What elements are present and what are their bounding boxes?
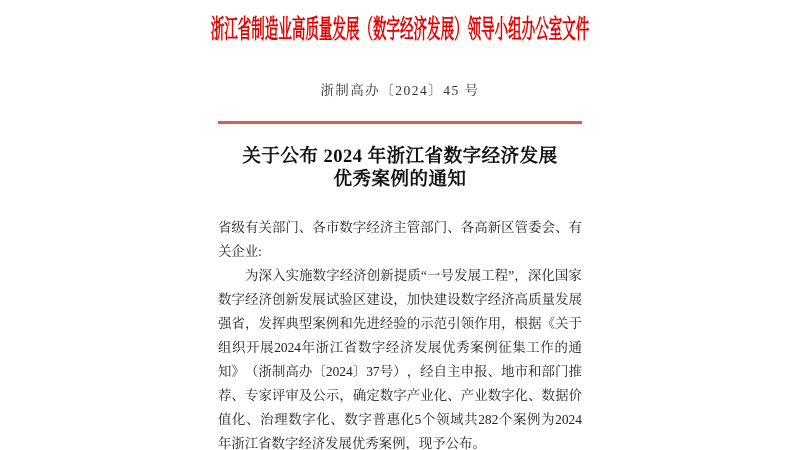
body-line: 值 化 、 治 理 数 字 化 、 数 字 普 惠 化 5 个 领 域 共 282 个 案 例 为 2024 (218, 411, 582, 427)
document-title (0, 146, 800, 192)
body-line: 荐 、 专 家 评 审 及 公 示 ， 确 定 数 字 产 业 化 、 产 业 数 字 化 、 数 据 价 (218, 387, 582, 403)
red-divider-line (218, 121, 582, 124)
document-title-line2: 优秀案例的通知 (333, 169, 467, 190)
body-line: 年浙江省数字经济发展优秀案例，现予公布。 (218, 435, 486, 450)
letterhead (0, 0, 800, 44)
body-line: 数 字 经 济 创 新 发 展 试 验 区 建 设 ， 加 快 建 设 数 字 经 济 高 质 量 发 展 (218, 291, 582, 307)
body-line: 为 深 入 实 施 数 字 经 济 创 新 提 质 “ 一 号 发 展 工 程 ” ， 深 化 国 家 (245, 267, 582, 283)
body-text (218, 216, 582, 450)
body-line: 关企业: (218, 243, 262, 259)
body-line: 组 织 开 展 2024 年 浙 江 省 数 字 经 济 发 展 优 秀 案 例 征 集 工 作 的 通 (218, 339, 582, 355)
body-line: 强 省 ， 发 挥 典 型 案 例 和 先 进 经 验 的 示 范 引 领 作 用 ， 根 据 《 关 于 (218, 315, 582, 331)
document-title-line1: 关于公布 2024 年浙江省数字经济发展 (242, 146, 558, 167)
letterhead-title: 浙江省制造业高质量发展（数字经济发展）领导小组办公室文件 (210, 15, 590, 44)
body-line: 省 级 有 关 部 门 、 各 市 数 字 经 济 主 管 部 门 、 各 高 新 区 管 委 会 、 有 (218, 219, 582, 235)
body-line: 知 》 （ 浙 制 高 办 〔 2024 〕 37 号 ） ， 经 自 主 申 报 、 地 市 和 部 门 推 (218, 363, 582, 379)
document-number: 浙制高办〔2024〕45 号 (320, 83, 480, 98)
